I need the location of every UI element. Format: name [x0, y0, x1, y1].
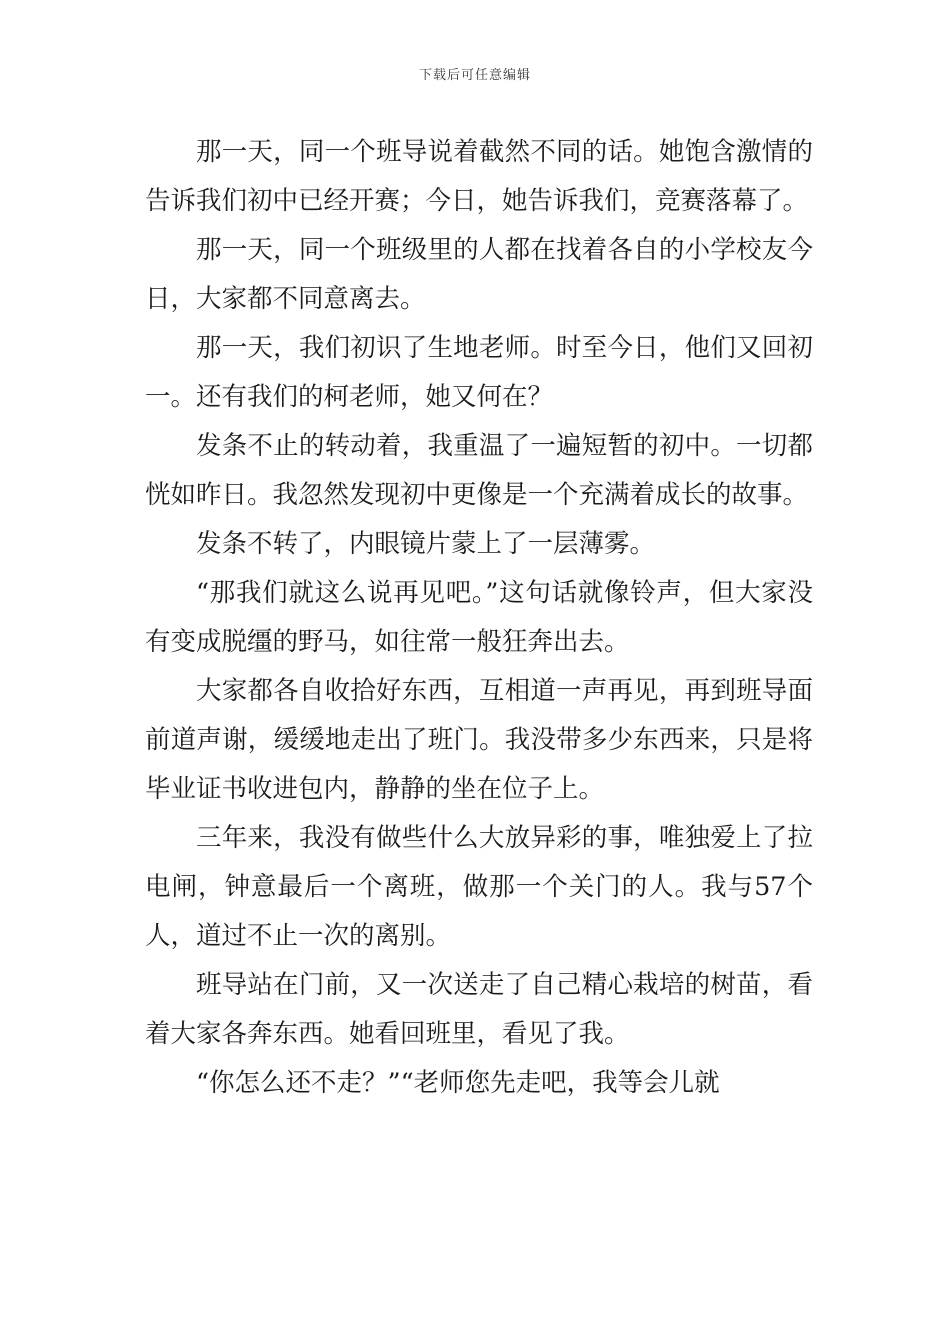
paragraph: 发条不止的转动着，我重温了一遍短暂的初中。一切都恍如昨日。我忽然发现初中更像是一个充满着成长的故事。 — [145, 431, 813, 510]
paragraph: 班导站在门前，又一次送走了自己精心栽培的树苗，看着大家各奔东西。她看回班里，看见了我。 — [145, 970, 813, 1049]
paragraph: 三年来，我没有做些什么大放异彩的事，唯独爱上了拉电闸，钟意最后一个离班，做那一个关门的人。我与57个人，道过不止一次的离别。 — [145, 823, 813, 951]
paragraph: 那一天，同一个班导说着截然不同的话。她饱含激情的告诉我们初中已经开赛；今日，她告诉我们，竞赛落幕了。 — [145, 137, 813, 216]
paragraph: 发条不转了，内眼镜片蒙上了一层薄雾。 — [196, 529, 656, 559]
paragraph: 大家都各自收拾好东西，互相道一声再见，再到班导面前道声谢，缓缓地走出了班门。我没带多少东西来，只是将毕业证书收进包内，静静的坐在位子上。 — [145, 676, 813, 804]
paragraph: 那一天，同一个班级里的人都在找着各自的小学校友今日，大家都不同意离去。 — [145, 235, 813, 314]
document-body — [145, 128, 813, 1108]
page-header: 下载后可任意编辑 — [418, 68, 531, 83]
paragraph: “你怎么还不走？”“老师您先走吧，我等会儿就 — [196, 1068, 720, 1098]
paragraph: “那我们就这么说再见吧。”这句话就像铃声，但大家没有变成脱缰的野马，如往常一般狂奔出去。 — [145, 578, 813, 657]
paragraph: 那一天，我们初识了生地老师。时至今日，他们又回初一。还有我们的柯老师，她又何在？ — [145, 333, 813, 412]
